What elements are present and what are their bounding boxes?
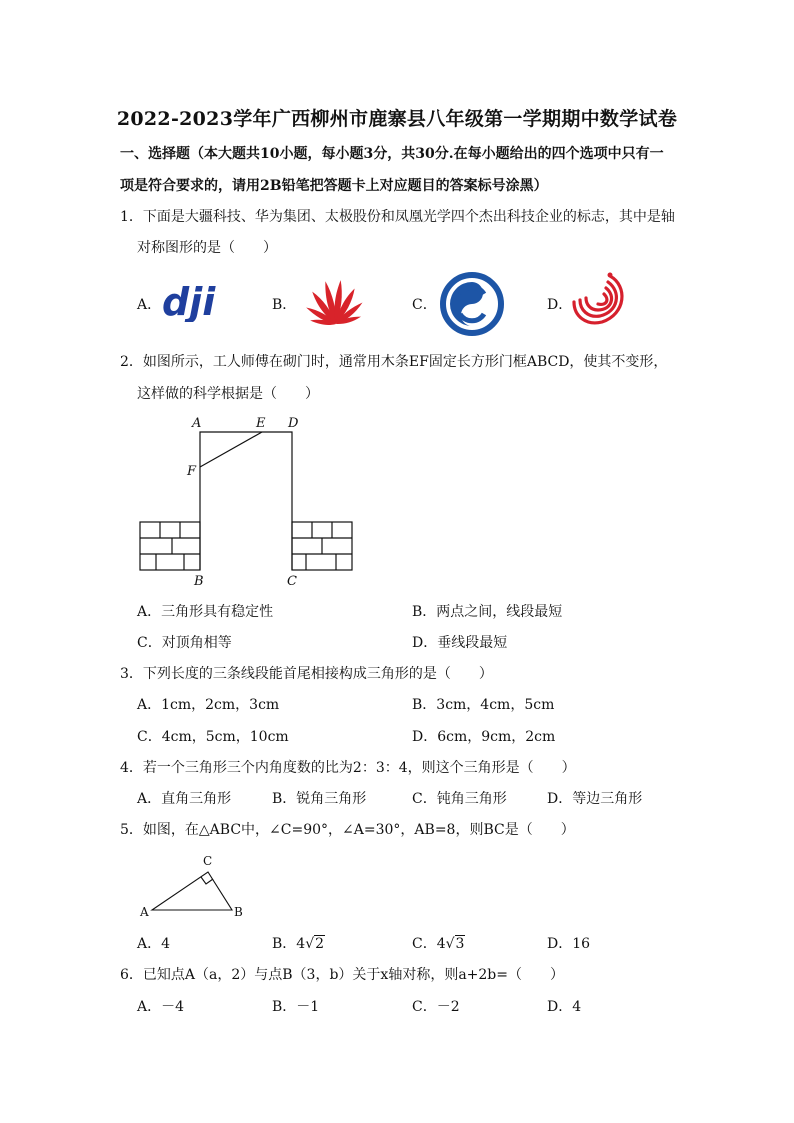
label-a: A: [192, 416, 202, 431]
label-e: E: [256, 416, 266, 431]
q3-option-a: A．1cm，2cm，3cm: [137, 697, 280, 713]
q5-option-b-prefix: B．4: [272, 936, 306, 952]
q6-option-c: C．－2: [412, 999, 460, 1015]
q6-stem: 6．已知点A（a，2）与点B（3，b）关于x轴对称，则a+2b=（ ）: [120, 967, 564, 983]
q3-option-b: B．3cm，4cm，5cm: [412, 697, 555, 713]
door-frame-figure: [134, 412, 360, 592]
q6-option-a: A．－4: [137, 999, 185, 1015]
label-d: D: [288, 416, 299, 431]
q6-option-b: B．－1: [272, 999, 320, 1015]
section-heading-line1: 一、选择题（本大题共10小题，每小题3分，共30分.在每小题给出的四个选项中只有一: [120, 146, 664, 162]
tri-label-b: B: [234, 905, 243, 919]
q5-option-d: D．16: [547, 936, 591, 952]
label-c: C: [287, 574, 297, 589]
sqrt-symbol: √3: [445, 936, 465, 952]
q3-option-d: D．6cm，9cm，2cm: [412, 729, 556, 745]
tri-label-a: A: [140, 905, 149, 919]
q5-option-c: [412, 934, 465, 954]
q5-option-c-radicand: 3: [455, 936, 465, 952]
q1-option-c-label: C．: [412, 297, 437, 313]
q4-option-c: C．钝角三角形: [412, 791, 507, 807]
right-triangle-figure: [134, 848, 250, 924]
q5-option-a: A．4: [137, 936, 171, 952]
q4-option-b: B．锐角三角形: [272, 791, 367, 807]
label-f: F: [187, 464, 197, 479]
q4-stem: 4．若一个三角形三个内角度数的比为2：3：4，则这个三角形是（ ）: [120, 760, 576, 776]
q2-option-c: C．对顶角相等: [137, 635, 232, 651]
q1-option-b-label: B．: [272, 297, 297, 313]
q1-option-d-label: D．: [547, 297, 573, 313]
q4-option-a: A．直角三角形: [137, 791, 232, 807]
q5-option-b-radicand: 2: [315, 936, 325, 952]
q1-stem-line2: 对称图形的是（ ）: [137, 240, 277, 256]
q1-stem-line1: 1．下面是大疆科技、华为集团、太极股份和凤凰光学四个杰出科技企业的标志，其中是轴: [120, 209, 675, 225]
q2-option-a: A．三角形具有稳定性: [137, 604, 274, 620]
huawei-logo: [300, 272, 372, 328]
q2-option-d: D．垂线段最短: [412, 635, 508, 651]
q2-option-b: B．两点之间，线段最短: [412, 604, 563, 620]
taiji-logo: [440, 272, 504, 336]
page-title: 2022-2023学年广西柳州市鹿寨县八年级第一学期期中数学试卷: [116, 108, 678, 130]
q3-option-c: C．4cm，5cm，10cm: [137, 729, 289, 745]
label-b: B: [194, 574, 204, 589]
q2-stem-line2: 这样做的科学根据是（ ）: [137, 386, 319, 402]
sqrt-symbol: √2: [305, 936, 325, 952]
q1-option-a-label: A．: [137, 297, 162, 313]
q2-stem-line1: 2．如图所示，工人师傅在砌门时，通常用木条EF固定长方形门框ABCD，使其不变形，: [120, 354, 668, 370]
q3-stem: 3．下列长度的三条线段能首尾相接构成三角形的是（ ）: [120, 666, 493, 682]
section-heading-line2: 项是符合要求的，请用2B铅笔把答题卡上对应题目的答案标号涂黑）: [120, 178, 548, 194]
q4-option-d: D．等边三角形: [547, 791, 643, 807]
dji-logo: [160, 282, 232, 322]
dji-logo-text: dji: [162, 282, 216, 322]
q5-option-c-prefix: C．4: [412, 936, 446, 952]
phoenix-logo: [570, 270, 630, 330]
q6-option-d: D．4: [547, 999, 582, 1015]
q5-option-b: [272, 934, 325, 954]
tri-label-c: C: [203, 854, 213, 868]
q5-stem: 5．如图，在△ABC中，∠C=90°，∠A=30°，AB=8，则BC是（ ）: [120, 822, 575, 838]
